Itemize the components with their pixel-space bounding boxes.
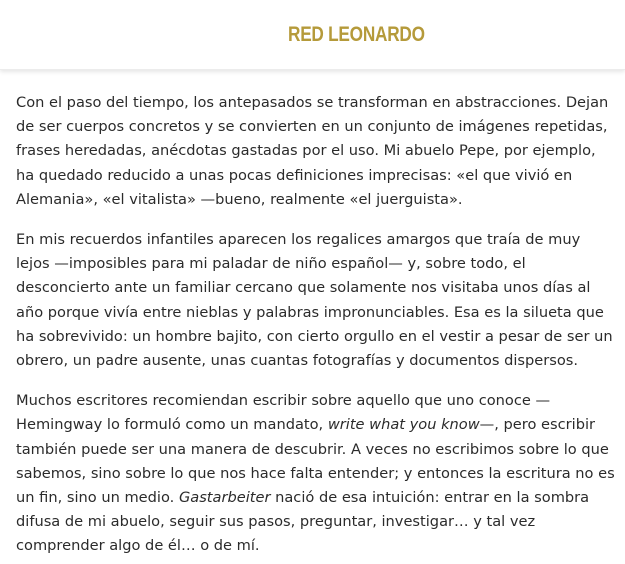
site-header <box>0 0 625 70</box>
quote-italic: write what you know <box>327 416 480 434</box>
article-body <box>16 91 616 564</box>
paragraph-1: Con el paso del tiempo, los antepasados se transforman en abstracciones. Dejan de ser cuerpos concretos y se convierten en un conjunto de imágenes repetidas, frases heredadas, anécdotas gastadas por el uso. Mi abuelo Pepe, por ejemplo, ha quedado reducido a unas pocas definiciones imprecisas: «el que vivió en Alemania», «el vitalista» —bueno, realmente «el juerguista». <box>16 94 609 208</box>
paragraph-3-text-b: —, pero escribir también puede ser una manera de descubrir. A veces no escribimos sobre lo que sabemos, sino sobre lo que nos hace falta entender; y entonces la escritura no es un fin, sino un medio. <box>16 416 615 507</box>
site-logo-text[interactable]: RED LEONARDO <box>288 23 425 46</box>
paragraph-3 <box>16 389 616 558</box>
paragraph-3-text-c: nació de esa intuición: entrar en la sombra difusa de mi abuelo, seguir sus pasos, preguntar, investigar… y tal vez comprender algo de él… o de mí. <box>16 489 590 555</box>
book-title-italic: Gastarbeiter <box>178 489 271 507</box>
paragraph-3-text-a: Muchos escritores recomiendan escribir sobre aquello que uno conoce —Hemingway lo formuló como un mandato, <box>16 392 551 434</box>
paragraph-2: En mis recuerdos infantiles aparecen los regalices amargos que traía de muy lejos —imposibles para mi paladar de niño español— y, sobre todo, el desconcierto ante un familiar cercano que solamente nos visitaba unos días al año porque vivía entre nieblas y palabras impronunciables. Esa es la silueta que ha sobrevivido: un hombre bajito, con cierto orgullo en el vestir a pesar de ser un obrero, un padre ausente, unas cuantas fotografías y documentos dispersos. <box>16 231 613 370</box>
